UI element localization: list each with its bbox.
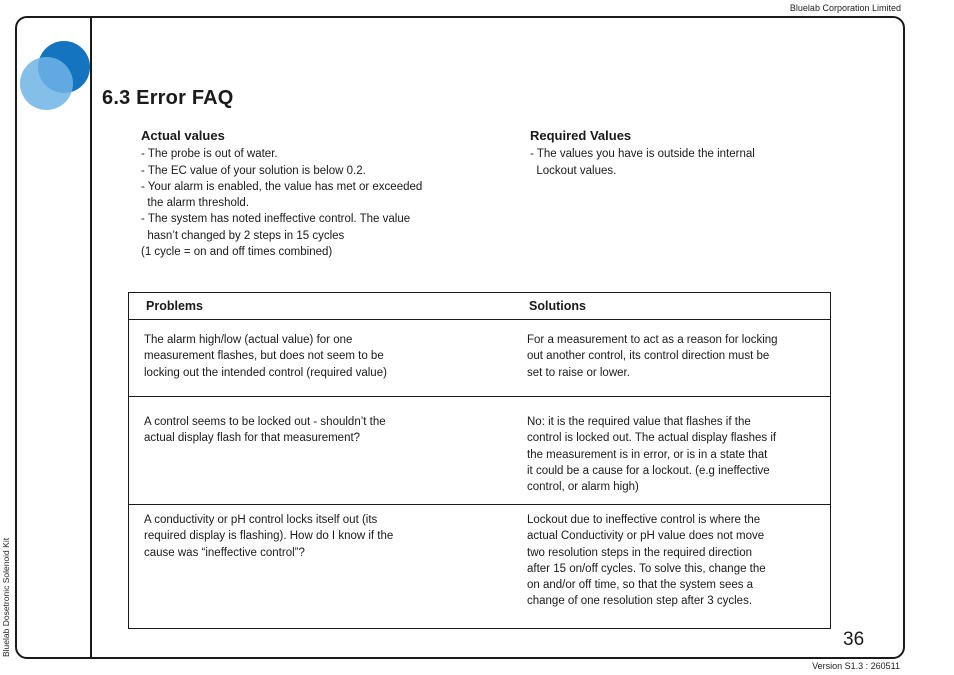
- solution-cell: [527, 512, 817, 610]
- page-number: 36: [843, 629, 865, 650]
- cell-line: it could be a cause for a lockout. (e.g ineffective: [527, 464, 770, 477]
- cell-line: change of one resolution step after 3 cycles.: [527, 595, 753, 608]
- cell-line: out another control, its control direction must be: [527, 350, 770, 363]
- actual-line: - The probe is out of water.: [141, 148, 278, 161]
- faq-header: [129, 293, 830, 320]
- section-title: 6.3 Error FAQ: [102, 87, 234, 109]
- actual-line: - The system has noted ineffective control. The value: [141, 213, 411, 226]
- table-row: [129, 397, 830, 505]
- actual-line: - Your alarm is enabled, the value has met or exceeded: [141, 180, 423, 193]
- table-row: [129, 505, 830, 628]
- cell-line: control is locked out. The actual display flashes if: [527, 432, 777, 445]
- cell-line: Lockout due to ineffective control is where the: [527, 514, 761, 526]
- cell-line: For a measurement to act as a reason for locking: [527, 334, 778, 346]
- cell-line: set to raise or lower.: [527, 366, 630, 379]
- spine: [1, 517, 13, 657]
- cell-line: cause was “ineffective control”?: [144, 546, 305, 559]
- solutions-column-header: Solutions: [529, 299, 586, 313]
- spine-title: Bluelab Dosetronic Solenoid Kit: [1, 537, 11, 657]
- cell-line: The alarm high/low (actual value) for one: [144, 334, 353, 346]
- actual-values-heading: Actual values: [141, 128, 225, 143]
- cell-line: actual Conductivity or pH value does not move: [527, 530, 765, 543]
- cell-line: two resolution steps in the required direction: [527, 546, 753, 559]
- cell-line: the measurement is in error, or is in a state that: [527, 448, 768, 461]
- problem-cell: [144, 414, 434, 447]
- company-name: Bluelab Corporation Limited: [789, 3, 901, 13]
- problem-cell: [144, 512, 434, 561]
- required-line: - The values you have is outside the internal: [530, 148, 755, 161]
- actual-line: (1 cycle = on and off times combined): [141, 246, 333, 259]
- cell-line: No: it is the required value that flashes if the: [527, 416, 751, 428]
- cell-line: locking out the intended control (required value): [144, 366, 387, 379]
- solution-cell: [527, 332, 817, 381]
- cell-line: after 15 on/off cycles. To solve this, change the: [527, 562, 766, 575]
- cell-line: measurement flashes, but does not seem to be: [144, 350, 384, 363]
- logo-circle-light-icon: [20, 57, 73, 110]
- problems-column-header: Problems: [146, 299, 203, 313]
- cell-line: A conductivity or pH control locks itself out (its: [144, 514, 378, 526]
- cell-line: A control seems to be locked out - shouldn’t the: [144, 416, 386, 428]
- actual-line: hasn’t changed by 2 steps in 15 cycles: [141, 229, 345, 242]
- cell-line: required display is flashing). How do I know if the: [144, 530, 394, 543]
- faq-table: [128, 292, 831, 629]
- solution-cell: [527, 414, 817, 495]
- actual-line: the alarm threshold.: [141, 197, 250, 210]
- table-row: [129, 320, 830, 397]
- required-line: Lockout values.: [530, 164, 617, 177]
- cell-line: actual display flash for that measurement?: [144, 432, 361, 445]
- required-values-block: [530, 128, 830, 179]
- actual-values-block: [141, 128, 481, 260]
- cell-line: on and/or off time, so that the system sees a: [527, 579, 754, 592]
- problem-cell: [144, 332, 434, 381]
- actual-line: - The EC value of your solution is below 0.2.: [141, 164, 366, 177]
- cell-line: control, or alarm high): [527, 481, 639, 494]
- margin-rule: [90, 16, 92, 659]
- version-label: Version S1.3 : 260511: [812, 661, 900, 671]
- required-values-heading: Required Values: [530, 128, 632, 143]
